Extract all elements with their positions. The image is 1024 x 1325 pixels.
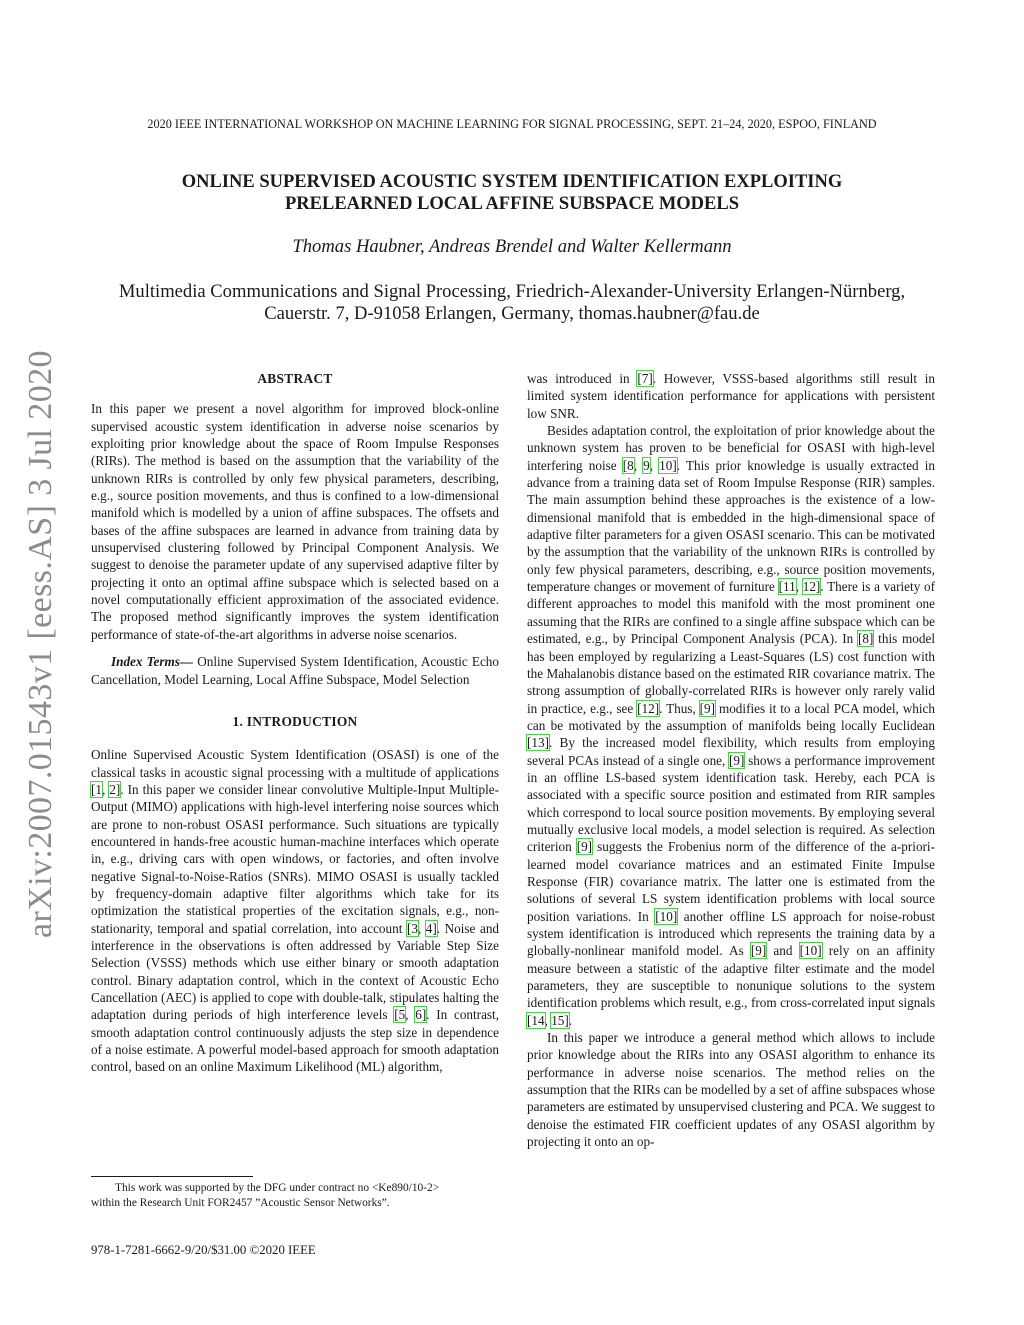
abstract-text: In this paper we present a novel algorithm for improved block-online supervised acoustic system identification in adverse noise scenarios by exploiting prior knowledge about the space of Room Impulse Responses (RIRs). The method is based on the assumption that the variability of the unknown RIRs is controlled by only few physical parameters, describing, e.g., source position movements, and thus is confined to a low-dimensional manifold which is modelled by a union of affine subspaces. The offsets and bases of the affine subspaces are learned in advance from training data by unsupervised clustering followed by Principal Component Analysis. We suggest to denoise the parameter update of any supervised adaptive filter by projecting it onto an optimal affine subspace which is selected based on a novel computationally efficient approximation of the associated evidence. The proposed method significantly improves the system identification performance of state-of-the-art algorithms in adverse noise scenarios. [91,401,499,642]
citation-link[interactable]: [10] [799,943,822,959]
footnote-line-1-text: This work was supported by the DFG under contract no <Ke890/10-2> [115,1182,440,1194]
citation-link[interactable]: 6] [415,1007,427,1023]
citation-link[interactable]: [1 [91,781,102,797]
citation-link[interactable]: [9] [729,752,745,768]
title-line-1: ONLINE SUPERVISED ACOUSTIC SYSTEM IDENTIFICATION EXPLOITING [181,172,843,192]
affiliation-line-2: Cauerstr. 7, D-91058 Erlangen, Germany, thomas.haubner@fau.de [264,303,760,324]
citation-link[interactable]: [10] [655,908,678,924]
citation-link[interactable]: [13] [527,735,549,751]
footnote-line-2: within the Research Unit FOR2457 ”Acoustic Sensor Networks”. [91,1197,390,1209]
right-column [527,370,935,1150]
right-paragraph-3: In this paper we introduce a general method which allows to include prior knowledge about the RIRs into any OSASI algorithm to enhance its performance in adverse noise scenarios. The method relies on the assumption that the RIRs can be modelled by a set of affine subspaces whose parameters are estimated by unsupervised clustering and PCA. We suggest to denoise the estimated FIR coefficient updates of any OSASI algorithm by projecting it onto an op- [527,1030,935,1150]
paper-title [60,171,964,215]
citation-link[interactable]: 9 [643,457,650,473]
affiliation [40,281,984,325]
conference-header: 2020 IEEE INTERNATIONAL WORKSHOP ON MACHINE LEARNING FOR SIGNAL PROCESSING, SEPT. 21–24, 2020, ESPOO, FINLAND [147,117,877,131]
authors: Thomas Haubner, Andreas Brendel and Walter Kellermann [292,236,732,257]
right-paragraph-2: Besides adaptation control, the exploitation of prior knowledge about the unknown system has proven to be beneficial for OSASI with high-level interfering noise [8, 9, 10]. This prior knowledge is usually extracted in advance from a training data set of Room Impulse Response (RIR) samples. The main assumption behind these approaches is the existence of a low-dimensional manifold that is embedded in the high-dimensional space of adaptive filter parameters for a given OSASI scenario. This can be motivated by the assumption that the variability of the unknown RIRs is controlled by only few physical parameters, describing, e.g., source position movements, temperature changes or movement of furniture [11, 12]. There is a variety of different approaches to model this manifold with the most prominent one assuming that the RIRs are confined to a single affine subspace which can be estimated, e.g., by Principal Component Analysis (PCA). In [8] this model has been employed by regularizing a Least-Squares (LS) cost function with the Mahalanobis distance based on the estimated RIR covariance matrix. The strong assumption of globally-correlated RIRs is however only rarely valid in practice, e.g., see [12]. Thus, [9] modifies it to a local PCA model, which can be motivated by the assumption of manifolds being locally Euclidean [13]. By the increased model flexibility, which results from employing several PCAs instead of a single one, [9] shows a performance improvement in an offline LS-based system identification task. Hereby, each PCA is associated with a specific source position and estimated from RIR samples which correspond to local source position movements. By employing several mutually exclusive local models, a model selection is required. As selection criterion [9] suggests the Frobenius norm of the difference of the a-priori-learned model covariance matrices and an estimated Finite Impulse Response (FIR) covariance matrix. The latter one is estimated from the solutions of several LS system identification problems with local source position variations. In [10] another offline LS approach for noise-robust system identification is introduced which represents the training data by a globally-nonlinear manifold model. As [9] and [10] rely on an affinity measure between a statistic of the adaptive filter estimate and the model parameters, they are susceptible to nonunique solutions to the system identification problems which result, e.g., from cross-correlated input signals [14, 15]. [527,423,936,1028]
isbn-copyright: 978-1-7281-6662-9/20/$31.00 ©2020 IEEE [91,1243,316,1257]
footnote-line-1 [91,1181,501,1196]
intro-heading: 1. INTRODUCTION [232,713,358,729]
citation-link[interactable]: 4] [425,920,437,936]
citation-link[interactable]: [14 [527,1012,545,1028]
index-terms-label: Index Terms— [111,654,194,670]
footnote-rule [91,1176,253,1177]
citation-link[interactable]: [9] [699,700,716,716]
intro-paragraph-1: Online Supervised Acoustic System Identification (OSASI) is one of the classical tasks in acoustic signal processing with a multitude of applications [1, 2]. In this paper we consider linear convolutive Multiple-Input Multiple-Output (MIMO) applications with high-level interfering noise sources which are prone to non-robust OSASI performance. Such situations are typically encountered in hands-free acoustic human-machine interfaces which operate in, e.g., driving cars with open windows, or factories, and often involve negative Signal-to-Noise-Ratios (SNRs). MIMO OSASI is usually tackled by frequency-domain adaptive filter algorithms which take for its optimization the statistical properties of the excitation signals, e.g., non-stationarity, temporal and spatial correlation, into account [3, 4]. Noise and interference in the observations is often addressed by Variable Step Size Selection (VSSS) methods which use either binary or smooth adaptation control. Binary adaptation control, which in the context of Acoustic Echo Cancellation (AEC) is applied to cope with double-talk, stipulates halting the adaptation during periods of high interference levels [5, 6]. In contrast, smooth adaptation control continuously adjusts the step size in dependence of a noise estimate. A powerful model-based approach for smooth adaptation control, based on an online Maximum Likelihood (ML) algorithm, [91,747,500,1075]
citation-link[interactable]: [9] [576,839,593,855]
index-terms [91,653,499,688]
title-line-2: PRELEARNED LOCAL AFFINE SUBSPACE MODELS [284,194,739,214]
index-terms-text: Online Supervised System Identification, Acoustic Echo Cancellation, Model Learning, Local Affine Subspace, Model Selection [91,654,499,687]
citation-link[interactable]: 12] [802,579,821,595]
citation-link[interactable]: [7] [637,371,653,386]
abstract-heading: ABSTRACT [257,371,333,386]
left-column [91,370,499,1076]
affiliation-line-1: Multimedia Communications and Signal Processing, Friedrich-Alexander-University Erlangen-Nürnberg, [118,281,906,302]
citation-link[interactable]: [9] [750,943,767,959]
right-paragraph-1: was introduced in [7]. However, VSSS-based algorithms still result in limited system identification performance for applications with persistent low SNR. [527,371,935,421]
citation-link[interactable]: 10] [659,457,677,473]
footnote [91,1181,501,1211]
citation-link[interactable]: [8 [622,457,634,473]
citation-link[interactable]: 2] [109,781,121,797]
citation-link[interactable]: 15] [551,1012,569,1028]
citation-link[interactable]: [5 [394,1007,406,1023]
arxiv-watermark: arXiv:2007.01543v1 [eess.AS] 3 Jul 2020 [22,350,59,938]
citation-link[interactable]: [3 [406,920,418,936]
citation-link[interactable]: [8] [858,631,874,647]
citation-link[interactable]: [12] [637,700,660,716]
citation-link[interactable]: [11 [778,579,796,595]
